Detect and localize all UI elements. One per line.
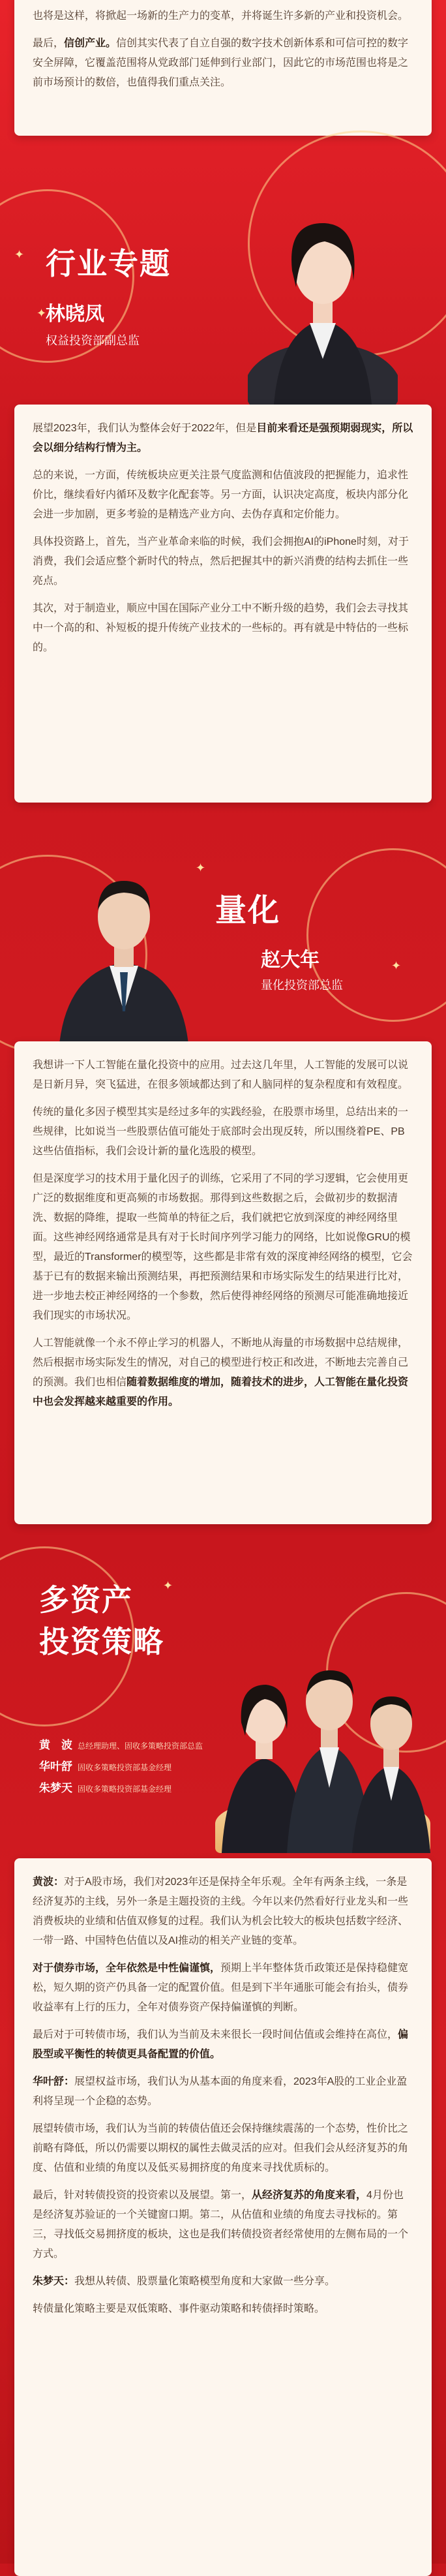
sparkle-icon: ✦	[163, 1579, 173, 1592]
quant-card	[14, 1041, 432, 1524]
multi-highlight: 黄波：	[33, 1877, 65, 1888]
person-name: 朱梦天	[39, 1782, 72, 1794]
speaker-silhouette	[52, 848, 196, 1050]
multi-highlight: 对于债券市场，全年依然是中性偏谨慎，	[33, 1963, 221, 1974]
multi-paragraph: 朱梦天：我想从转债、股票量化策略模型角度和大家做一些分享。	[33, 2276, 336, 2287]
multi-title-line2: 投资策略	[39, 1625, 164, 1659]
multi-paragraphs	[33, 1873, 413, 2319]
quant-paragraphs	[33, 1056, 413, 1412]
intro-paragraph-1: 也将是这样，将掀起一场新的生产力的变革，并将诞生许多新的产业和投资机会。	[33, 10, 409, 22]
quant-header	[0, 829, 446, 1044]
multi-paragraph: 对于债券市场，全年依然是中性偏谨慎，预期上半年整体货币政策还是保持稳健宽松，短久期的资产仍具备一定的配置价值。但是到下半年通胀可能会有抬头，债券收益率有上行的压力，全年对债券资产保持偏谨慎的判断。	[33, 1963, 409, 2013]
industry-title: 行业专题	[46, 247, 171, 281]
quant-paragraph: 我想讲一下人工智能在量化投资中的应用。过去这几年里，人工智能的发展可以说是日新月异，突飞猛进，在很多领域都达到了和人脑同样的复杂程度和有效程度。	[33, 1060, 409, 1090]
industry-speaker-name: 林晓凤	[46, 303, 104, 325]
group-photo	[215, 1625, 437, 1853]
quant-paragraph: 但是深度学习的技术用于量化因子的训练，它采用了不同的学习逻辑，它会使用更广泛的数据维度和更高频的市场数据。那得到这些数据之后，会做初步的数据清洗、数据的降维，提取一些简单的特征之后，我们就把它放到深度的神经网络里面。这些神经网络通常是具有对于长时间序列学习能力的网络，比如说像GRU的模型，最近的Transformer的模型等，这些都是非常有效的深度神经网络的模型，它会基于已有的数据来输出预测结果，再把预测结果和市场实际发生的结果进行比对，进一步地去校正神经网络的一个参数，然后使得神经网络的预测尽可能准确地接近我们现实的市场状况。	[33, 1173, 413, 1321]
industry-highlight: 目前来看还是强预期弱现实，所以会以细分结构行情为主。	[33, 423, 413, 453]
industry-paragraphs	[33, 419, 413, 658]
multi-paragraph: 最后，针对转债投资的投资索以及展望。第一，从经济复苏的角度来看，4月份也是经济复苏验证的一个关键窗口期。第二，从估值和业绩的角度去寻找标的。第三，寻找低交易拥挤度的板块，这也是我们转债投资者经常使用的左侧布局的一个方式。	[33, 2190, 409, 2260]
quant-paragraph: 传统的量化多因子模型其实是经过多年的实践经验，在股票市场里，总结出来的一些规律，比如说当一些股票估值可能处于底部时会出现反转，所以围绕着PE、PB这些估值指标，我们会设计新的量化选股的模型。	[33, 1107, 409, 1157]
multi-title-line1: 多资产	[39, 1583, 133, 1617]
intro-highlight: 信创产业。	[64, 38, 117, 49]
quant-highlight: 随着数据维度的增加，随着技术的进步，人工智能在量化投资中也会发挥越来越重要的作用。	[33, 1377, 409, 1407]
sparkle-icon: ✦	[14, 248, 25, 261]
industry-paragraph: 总的来说，一方面，传统板块应更关注景气度监测和估值波段的把握能力，追求性价比，继续看好内循环及数字化配套等。另一方面，认识决定高度，板块内部分化会进一步加剧，更多考验的是精选产业方向、去伪存真和定价能力。	[33, 470, 409, 520]
multi-highlight: 华叶舒：	[33, 2076, 75, 2087]
quant-title: 量化	[215, 893, 281, 928]
person-row	[39, 1736, 235, 1752]
person-name: 黄 波	[39, 1739, 72, 1751]
person-row	[39, 1757, 235, 1773]
multi-highlight: 偏股型或平衡性的转债更具备配置的价值。	[33, 2029, 409, 2060]
person-role: 固收多策略投资部基金经理	[78, 1763, 172, 1772]
multi-paragraph: 黄波：对于A股市场，我们对2023年还是保持全年乐观。全年有两条主线，一条是经济复苏的主线，另外一条是主题投资的主线。今年以来仍然看好行业龙头和一些消费板块的业绩和估值双修复的过程。我们认为机会比较大的板块包括数字经济、一带一路、中国特色估值以及AI推动的相关产业链的变革。	[33, 1877, 409, 1946]
multi-paragraph: 华叶舒：展望权益市场，我们认为从基本面的角度来看，2023年A股的工业企业盈利将呈现一个企稳的态势。	[33, 2076, 408, 2107]
industry-paragraph: 其次，对于制造业，顺应中国在国际产业分工中不断升级的趋势，我们会去寻找其中一个高的和、补短板的提升传统产业技术的一些标的。再有就是中特估的一些标的。	[33, 603, 409, 653]
intro-paragraph-2: 最后，信创产业。信创其实代表了自立自强的数字技术创新体系和可信可控的数字安全屏障，它覆盖范围将从党政部门延伸到行业部门，因此它的市场范围也将是之前市场预计的数倍，也值得我们重点关注。	[33, 38, 409, 88]
quant-speaker-name: 赵大年	[261, 949, 320, 971]
intro-card	[14, 0, 432, 136]
person-row	[39, 1779, 235, 1795]
multi-paragraph: 转债量化策略主要是双低策略、事件驱动策略和转债择时策略。	[33, 2303, 325, 2314]
multi-highlight: 朱梦天：	[33, 2276, 75, 2287]
speaker-silhouette	[248, 189, 398, 405]
decorative-ring	[306, 848, 446, 1022]
speakers-silhouette	[215, 1625, 437, 1853]
multi-paragraph: 展望转债市场，我们认为当前的转债估值还会保持继续震荡的一个态势，性价比之前略有降低，所以仍需要以期权的属性去做灵活的应对。但我们会从经济复苏的角度、估值和业绩的角度以及低买易拥挤度的角度来寻找优质标的。	[33, 2123, 409, 2173]
people-list	[39, 1736, 235, 1800]
person-role: 固收多策略投资部基金经理	[78, 1785, 172, 1794]
quant-speaker-role: 量化投资部总监	[261, 979, 343, 992]
industry-speaker-role: 权益投资部副总监	[46, 334, 140, 347]
speaker-photo	[52, 848, 196, 1050]
industry-paragraph: 展望2023年，我们认为整体会好于2022年，但是目前来看还是强预期弱现实，所以会以细分结构行情为主。	[33, 423, 413, 453]
multi-header	[0, 1553, 446, 1866]
industry-card	[14, 405, 432, 803]
multi-paragraph: 最后对于可转债市场，我们认为当前及未来很长一段时间估值或会维持在高位，偏股型或平衡性的转债更具备配置的价值。	[33, 2029, 409, 2060]
speaker-photo	[248, 189, 398, 405]
multi-highlight: 从经济复苏的角度来看，	[252, 2190, 367, 2201]
person-role: 总经理助理、固收多策略投资部总监	[78, 1741, 203, 1751]
sparkle-icon: ✦	[37, 307, 47, 320]
industry-paragraph: 具体投资路上，首先，当产业革命来临的时候，我们会拥抱AI的iPhone时刻，对于消费，我们会适应整个新时代的特点，然后把握其中的新兴消费的结构去抓住一些亮点。	[33, 536, 409, 587]
quant-paragraph: 人工智能就像一个永不停止学习的机器人，不断地从海量的市场数据中总结规律，然后根据市场实际发生的情况，对自己的模型进行校正和改进，不断地去完善自己的预测。我们也相信随着数据维度的增加，随着技术的进步，人工智能在量化投资中也会发挥越来越重要的作用。	[33, 1338, 409, 1407]
multi-card	[14, 1858, 432, 2576]
person-name: 华叶舒	[39, 1760, 72, 1773]
industry-header	[0, 150, 446, 405]
sparkle-icon: ✦	[391, 959, 402, 972]
sparkle-icon: ✦	[196, 861, 206, 874]
